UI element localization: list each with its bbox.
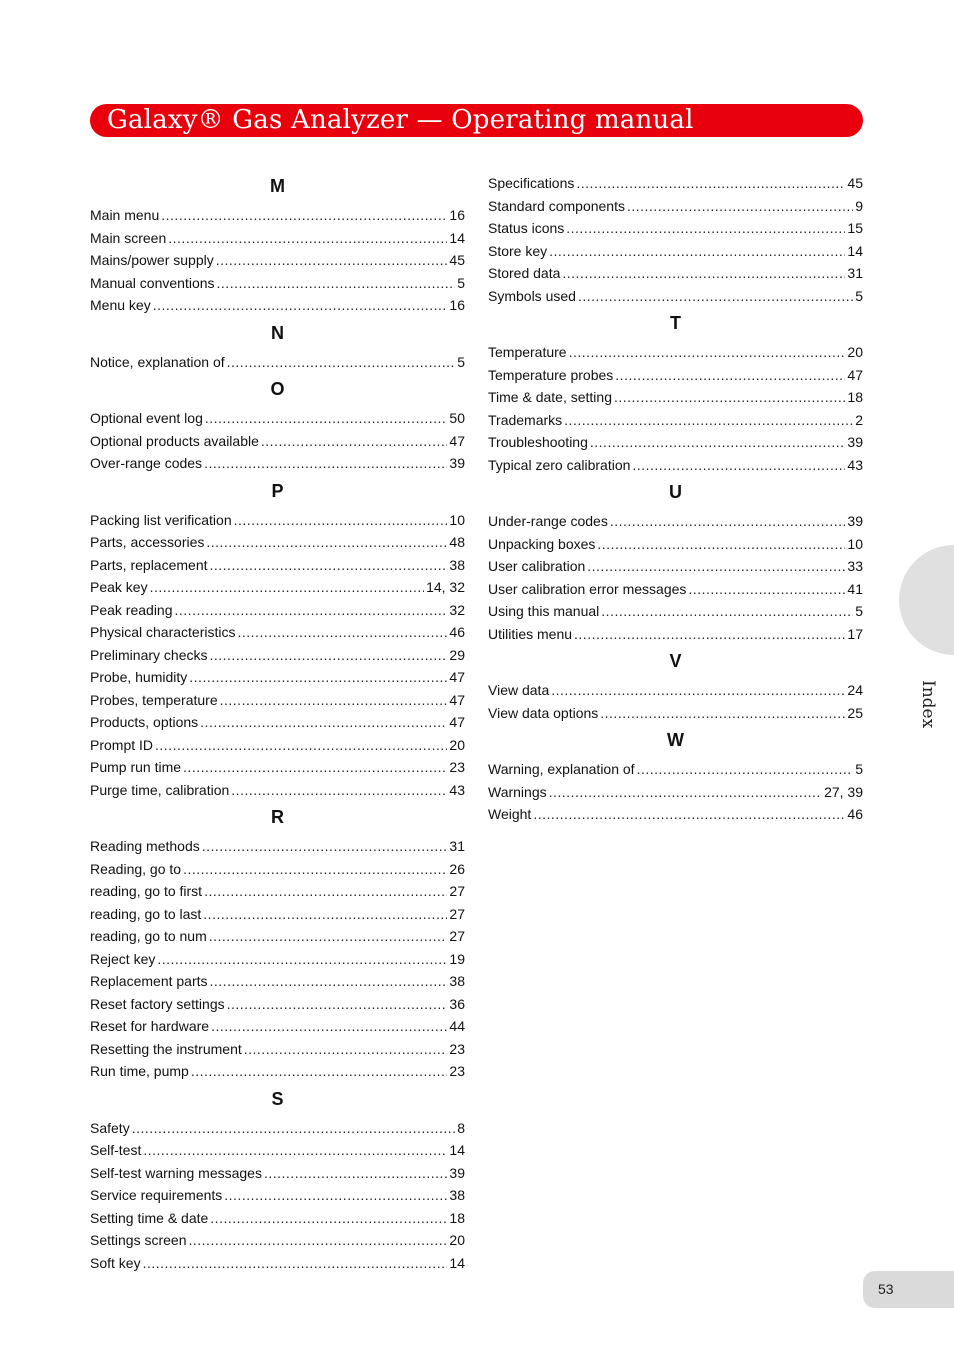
dot-leader [632, 454, 845, 477]
index-entry [488, 803, 863, 826]
index-entry [90, 993, 465, 1016]
index-entry-term: User calibration [488, 558, 586, 574]
index-entry-term: Using this manual [488, 603, 600, 619]
dot-leader [204, 452, 447, 475]
index-entry-term: Peak key [90, 579, 148, 595]
dot-leader [238, 621, 448, 644]
dot-leader [183, 756, 447, 779]
index-entry-term: Reading methods [90, 838, 200, 854]
dot-leader [168, 227, 447, 250]
index-entry [90, 554, 465, 577]
dot-leader [590, 431, 846, 454]
index-entry-pages: 14 [449, 229, 465, 246]
index-entry-pages: 14, 32 [426, 579, 465, 595]
index-entry [90, 204, 465, 227]
dot-leader [615, 364, 845, 387]
index-entry [90, 948, 465, 971]
index-entry-pages: 47 [449, 669, 465, 685]
dot-leader [210, 554, 448, 577]
index-entry-term: Replacement parts [90, 973, 208, 989]
index-entry-term: reading, go to num [90, 928, 207, 944]
index-entry-pages: 5 [855, 287, 863, 304]
index-entry-pages: 46 [847, 806, 863, 822]
index-entry [90, 1060, 465, 1083]
dot-leader [551, 679, 845, 702]
index-entry-pages: 39 [847, 513, 863, 529]
index-entry [90, 756, 465, 779]
index-entry-pages: 10 [847, 535, 863, 552]
dot-leader [217, 272, 456, 295]
dot-leader [601, 600, 853, 623]
dot-leader [209, 925, 448, 948]
index-entry [488, 195, 863, 218]
index-entry-pages: 24 [847, 682, 863, 698]
index-entry-term: Reset factory settings [90, 995, 225, 1012]
index-entry-term: Stored data [488, 265, 561, 281]
dot-leader [161, 204, 447, 227]
index-entry-pages: 44 [449, 1018, 465, 1034]
index-entry [90, 1229, 465, 1252]
index-entry [488, 240, 863, 263]
index-entry [488, 510, 863, 533]
index-column-left [90, 172, 465, 1274]
index-entry-pages: 14 [449, 1254, 465, 1271]
dot-leader [637, 758, 854, 781]
index-entry [90, 644, 465, 667]
index-entry-pages: 16 [449, 207, 465, 223]
index-entry-term: reading, go to first [90, 883, 203, 899]
header-banner [90, 104, 863, 137]
dot-leader [210, 970, 448, 993]
dot-leader [231, 779, 447, 802]
index-entry-term: Soft key [90, 1254, 141, 1271]
index-entry-pages: 47 [449, 691, 465, 708]
dot-leader [566, 217, 845, 240]
index-entry-term: Resetting the instrument [90, 1040, 242, 1057]
index-entry-pages: 5 [457, 353, 465, 370]
index-entry-pages: 18 [847, 389, 863, 405]
index-entry-term: Probe, humidity [90, 669, 188, 685]
index-entry [488, 386, 863, 409]
index-entry [90, 835, 465, 858]
index-entry [488, 217, 863, 240]
index-entry-term: Temperature [488, 344, 567, 360]
index-letter-heading: V [669, 651, 682, 671]
index-entry [90, 1038, 465, 1061]
index-entry-pages: 5 [855, 603, 863, 619]
index-entry-pages: 31 [847, 265, 863, 281]
dot-leader [216, 249, 448, 272]
index-entry-pages: 39 [449, 1164, 465, 1181]
index-entry-term: Warnings [488, 783, 547, 800]
index-entry [90, 880, 465, 903]
index-entry-term: Temperature probes [488, 366, 614, 383]
index-entry [90, 1117, 465, 1140]
dot-leader [576, 172, 845, 195]
index-entry-term: Warning, explanation of [488, 761, 635, 777]
index-letter-heading: N [271, 322, 284, 343]
dot-leader [205, 407, 448, 430]
index-entry-pages: 5 [457, 274, 465, 291]
index-entry [488, 172, 863, 195]
index-entry-pages: 31 [449, 838, 465, 854]
index-entry-term: Purge time, calibration [90, 781, 230, 798]
index-entry-pages: 38 [449, 973, 465, 989]
dot-leader [153, 294, 448, 317]
index-entry-term: Standard components [488, 197, 625, 214]
index-entry-term: Optional event log [90, 410, 203, 426]
index-entry [488, 262, 863, 285]
dot-leader [614, 386, 845, 409]
index-entry-term: Reject key [90, 950, 156, 967]
index-entry-pages: 39 [847, 434, 863, 450]
index-entry-term: Pump run time [90, 759, 182, 775]
index-entry-term: Optional products available [90, 432, 259, 449]
index-entry-pages: 27, 39 [824, 783, 863, 800]
index-letter-heading: O [270, 379, 285, 399]
index-entry-term: Unpacking boxes [488, 535, 596, 552]
index-entry [90, 1162, 465, 1185]
index-entry-term: Troubleshooting [488, 434, 588, 450]
dot-leader [203, 903, 447, 926]
index-entry-term: Time & date, setting [488, 389, 612, 405]
index-entry-pages: 5 [855, 761, 863, 777]
index-entry-pages: 14 [449, 1142, 465, 1158]
index-entry-pages: 48 [449, 534, 465, 550]
dot-leader [562, 262, 845, 285]
dot-leader [132, 1117, 456, 1140]
dot-leader [189, 666, 447, 689]
index-entry-pages: 43 [847, 456, 863, 473]
index-entry-pages: 20 [449, 1232, 465, 1248]
dot-leader [627, 195, 853, 218]
index-entry-pages: 16 [449, 297, 465, 313]
dot-leader [600, 702, 845, 725]
index-entry [90, 1184, 465, 1207]
section-tab [899, 545, 954, 655]
index-entry-term: Typical zero calibration [488, 456, 631, 473]
dot-leader [261, 430, 448, 453]
index-entry-pages: 32 [449, 601, 465, 618]
index-entry-pages: 14 [847, 242, 863, 259]
index-entry-pages: 38 [449, 1187, 465, 1203]
index-entry-term: Peak reading [90, 601, 173, 618]
index-entry-term: Preliminary checks [90, 646, 208, 663]
index-entry [90, 272, 465, 295]
index-entry-pages: 39 [449, 455, 465, 471]
index-entry [488, 758, 863, 781]
dot-leader [610, 510, 846, 533]
index-entry-pages: 41 [847, 580, 863, 597]
index-entry-pages: 2 [855, 411, 863, 428]
index-entry [90, 452, 465, 475]
index-entry [488, 679, 863, 702]
dot-leader [143, 1252, 448, 1275]
index-entry-term: Prompt ID [90, 736, 154, 753]
index-entry-term: Parts, accessories [90, 534, 205, 550]
index-entry [488, 533, 863, 556]
index-entry-pages: 8 [457, 1119, 465, 1136]
index-entry [488, 364, 863, 387]
index-entry [90, 227, 465, 250]
index-entry-term: Specifications [488, 175, 575, 191]
index-entry-pages: 38 [449, 556, 465, 573]
index-entry-pages: 23 [449, 1040, 465, 1057]
index-entry [90, 1252, 465, 1275]
index-letter-heading: R [271, 807, 284, 827]
dot-leader [549, 240, 845, 263]
index-entry-pages: 47 [847, 366, 863, 383]
index-entry-term: Products, options [90, 714, 199, 730]
dot-leader [227, 993, 448, 1016]
index-entry-term: Parts, replacement [90, 556, 208, 573]
index-entry-pages: 10 [449, 511, 465, 528]
index-entry-term: Service requirements [90, 1187, 223, 1203]
dot-leader [224, 1184, 447, 1207]
index-entry-pages: 29 [449, 646, 465, 663]
index-entry [90, 430, 465, 453]
index-entry [90, 858, 465, 881]
index-letter-heading: W [667, 730, 684, 750]
dot-leader [549, 781, 822, 804]
index-entry-pages: 9 [855, 197, 863, 214]
index-entry-term: Self-test warning messages [90, 1164, 262, 1181]
dot-leader [210, 1207, 447, 1230]
index-entry [90, 1015, 465, 1038]
index-entry-term: Manual conventions [90, 274, 215, 291]
index-entry-term: Run time, pump [90, 1063, 189, 1079]
dot-leader [597, 533, 845, 556]
index-entry-term: Physical characteristics [90, 624, 236, 640]
index-entry-pages: 27 [449, 928, 465, 944]
dot-leader [569, 341, 846, 364]
section-label-index: Index [918, 680, 938, 729]
dot-leader [143, 1139, 447, 1162]
index-entry [90, 903, 465, 926]
index-entry [488, 454, 863, 477]
dot-leader [200, 711, 447, 734]
index-letter-heading: P [271, 480, 284, 501]
dot-leader [564, 409, 853, 432]
index-entry-term: reading, go to last [90, 905, 202, 922]
index-entry [90, 576, 465, 599]
index-entry [488, 702, 863, 725]
index-entry [488, 285, 863, 308]
index-entry [488, 578, 863, 601]
index-entry-term: Reading, go to [90, 860, 182, 877]
index-entry-pages: 50 [449, 410, 465, 426]
index-entry-pages: 45 [449, 252, 465, 268]
dot-leader [209, 644, 447, 667]
index-entry [90, 351, 465, 374]
index-entry-term: View data [488, 682, 550, 698]
index-entry [90, 779, 465, 802]
index-letter-heading: S [271, 1088, 284, 1109]
index-entry-pages: 25 [847, 704, 863, 721]
index-entry-term: Main screen [90, 229, 167, 246]
index-entry-pages: 20 [449, 736, 465, 753]
index-entry-term: Notice, explanation of [90, 353, 225, 370]
index-entry [90, 970, 465, 993]
index-entry-pages: 20 [847, 344, 863, 360]
dot-leader [191, 1060, 448, 1083]
index-entry-pages: 17 [847, 625, 863, 642]
dot-leader [234, 509, 448, 532]
index-letter-heading: U [669, 482, 682, 502]
index-entry [488, 431, 863, 454]
index-entry-pages: 46 [449, 624, 465, 640]
index-entry-pages: 26 [449, 860, 465, 877]
index-entry [90, 1207, 465, 1230]
dot-leader [202, 835, 448, 858]
index-entry [488, 623, 863, 646]
dot-leader [189, 1229, 448, 1252]
index-entry [90, 925, 465, 948]
page-number: 53 [878, 1281, 894, 1297]
index-column-right [488, 172, 863, 826]
index-entry-pages: 33 [847, 558, 863, 574]
index-entry-term: Trademarks [488, 411, 563, 428]
index-entry-term: Store key [488, 242, 548, 259]
index-entry-pages: 27 [449, 883, 465, 899]
index-entry-pages: 23 [449, 759, 465, 775]
index-entry [90, 249, 465, 272]
index-entry-pages: 47 [449, 714, 465, 730]
dot-leader [244, 1038, 448, 1061]
dot-leader [220, 689, 448, 712]
index-entry-term: View data options [488, 704, 599, 721]
dot-leader [227, 351, 456, 374]
dot-leader [183, 858, 447, 881]
dot-leader [533, 803, 845, 826]
index-entry [90, 509, 465, 532]
index-entry [488, 781, 863, 804]
index-entry-pages: 18 [449, 1209, 465, 1226]
index-entry [488, 409, 863, 432]
dot-leader [150, 576, 424, 599]
index-entry-pages: 45 [847, 175, 863, 191]
index-entry-term: Status icons [488, 220, 565, 236]
dot-leader [175, 599, 448, 622]
index-entry [90, 294, 465, 317]
index-entry [90, 689, 465, 712]
index-letter-heading: M [270, 176, 285, 196]
index-entry [488, 555, 863, 578]
index-entry-term: Self-test [90, 1142, 142, 1158]
index-entry-term: Setting time & date [90, 1209, 209, 1226]
index-entry-pages: 15 [847, 220, 863, 236]
index-entry-pages: 36 [449, 995, 465, 1012]
dot-leader [264, 1162, 447, 1185]
index-entry-pages: 19 [449, 950, 465, 967]
index-entry-term: Reset for hardware [90, 1018, 210, 1034]
index-entry-term: User calibration error messages [488, 580, 687, 597]
index-letter-heading: T [670, 313, 681, 333]
index-entry-pages: 43 [449, 781, 465, 798]
manual-title: Galaxy® Gas Analyzer — Operating manual [107, 105, 694, 135]
dot-leader [204, 880, 447, 903]
dot-leader [211, 1015, 447, 1038]
index-entry-term: Under-range codes [488, 513, 608, 529]
page-number-tab [863, 1271, 954, 1308]
index-entry-term: Weight [488, 806, 532, 822]
index-entry-pages: 47 [449, 432, 465, 449]
index-entry-term: Main menu [90, 207, 160, 223]
index-entry-term: Packing list verification [90, 511, 232, 528]
index-entry [90, 407, 465, 430]
index-entry [90, 711, 465, 734]
index-entry [90, 621, 465, 644]
dot-leader [578, 285, 853, 308]
index-entry [90, 666, 465, 689]
index-entry [488, 341, 863, 364]
index-entry [90, 531, 465, 554]
index-entry [90, 599, 465, 622]
index-entry-term: Probes, temperature [90, 691, 218, 708]
index-entry-pages: 23 [449, 1063, 465, 1079]
index-entry-pages: 27 [449, 905, 465, 922]
index-entry-term: Mains/power supply [90, 252, 214, 268]
index-entry-term: Menu key [90, 297, 151, 313]
dot-leader [587, 555, 845, 578]
dot-leader [206, 531, 447, 554]
index-entry-term: Symbols used [488, 287, 576, 304]
dot-leader [157, 948, 447, 971]
dot-leader [155, 734, 447, 757]
index-entry [90, 1139, 465, 1162]
index-entry [90, 734, 465, 757]
index-entry-term: Safety [90, 1119, 130, 1136]
index-entry-term: Over-range codes [90, 455, 203, 471]
index-entry [488, 600, 863, 623]
dot-leader [688, 578, 845, 601]
index-entry-term: Settings screen [90, 1232, 187, 1248]
dot-leader [574, 623, 845, 646]
index-entry-term: Utilities menu [488, 625, 573, 642]
